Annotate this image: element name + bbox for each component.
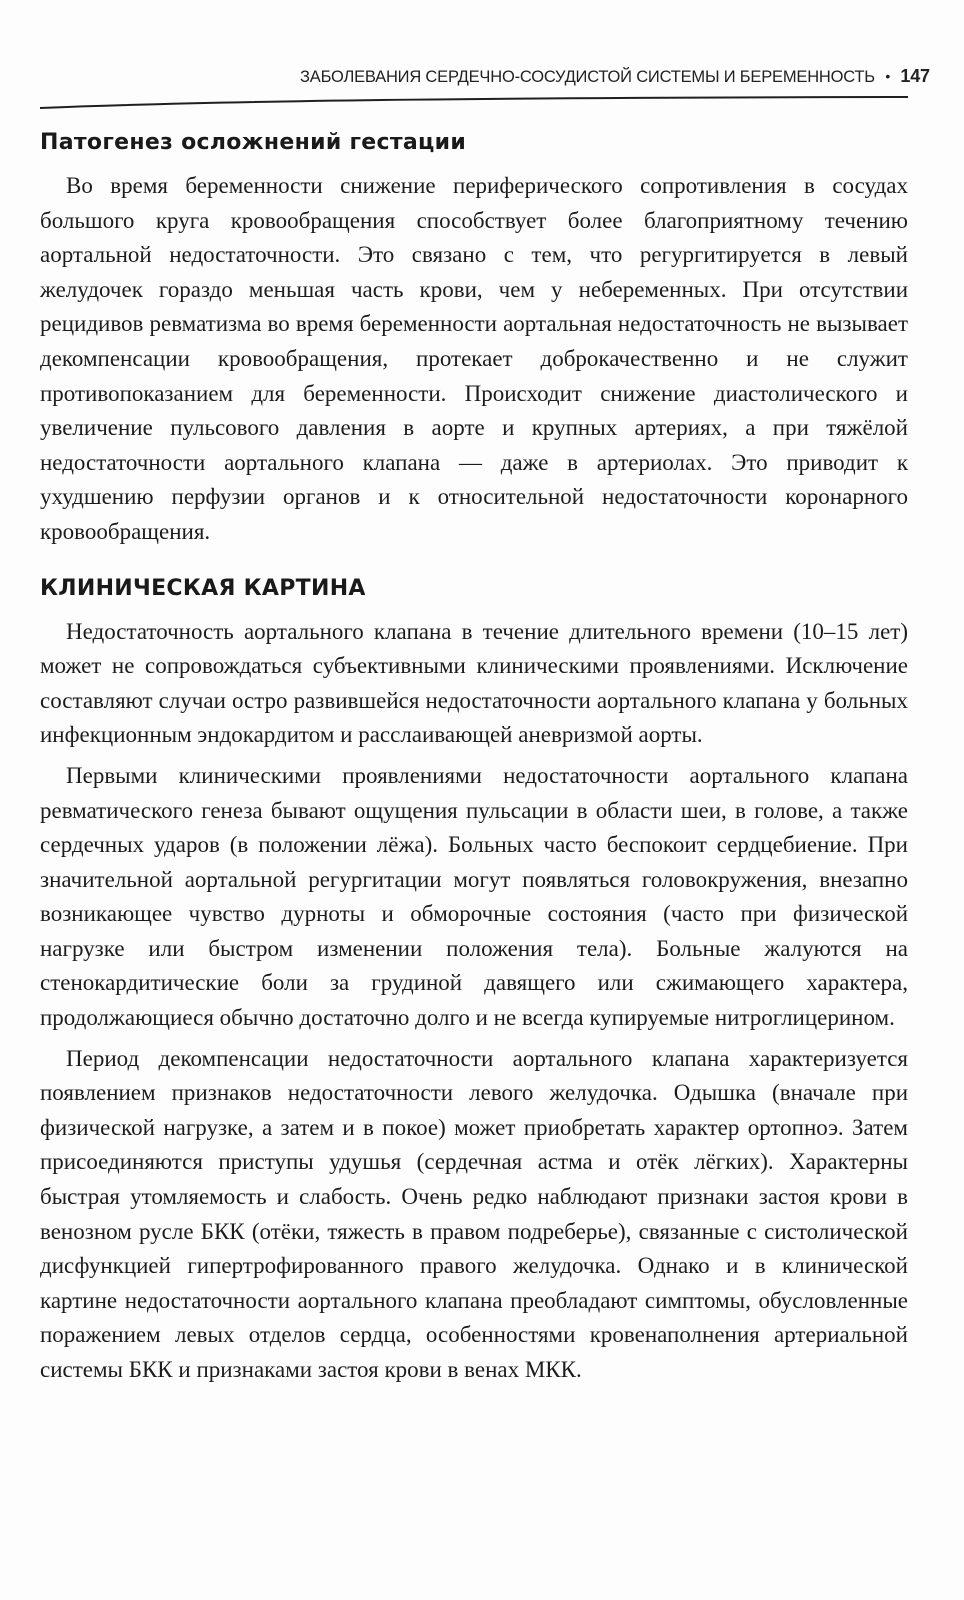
paragraph: Период декомпенсации недостаточности аортального клапана характеризуется появлением признаков недостаточности левого желудочка. Одышка (вначале при физической нагрузке, а затем и в покое) может приобретать характер ортопноэ. Затем присоединяются приступы удушья (сердечная астма и отёк лёгких). Характерны быстрая утомляемость и слабость. Очень редко наблюдают признаки застоя крови в венозном русле БКК (отёки, тяжесть в правом подреберье), связанные с систолической дисфункцией гипертрофированного правого желудочка. Однако и в клинической картине недостаточности аортального клапана преобладают симптомы, обусловленные поражением левых отделов сердца, особенностями кровенаполнения артериальной системы БКК и признаками застоя крови в венах МКК.	[40, 1045, 908, 1382]
bullet-separator: •	[885, 68, 891, 84]
section-heading-pathogenesis: Патогенез осложнений гестации	[40, 130, 467, 155]
section-heading-clinical-picture: КЛИНИЧЕСКАЯ КАРТИНА	[40, 575, 366, 601]
page-number: 147	[900, 66, 930, 86]
header-rule	[40, 96, 908, 110]
running-head	[300, 66, 930, 87]
running-title: ЗАБОЛЕВАНИЯ СЕРДЕЧНО-СОСУДИСТОЙ СИСТЕМЫ И БЕРЕМЕННОСТЬ	[300, 68, 875, 86]
page-content	[40, 118, 908, 1394]
paragraph: Во время беременности снижение периферического сопротивления в сосудах большого круга кровообращения способствует более благоприятному течению аортальной недостаточности. Это связано с тем, что регургитируется в левый желудочек гораздо меньшая часть крови, чем у небеременных. При отсутствии рецидивов ревматизма во время беременности аортальная недостаточность не вызывает декомпенсации кровообращения, протекает доброкачественно и не служит противопоказанием для беременности. Происходит снижение диастолического и увеличение пульсового давления в аорте и крупных артериях, а при тяжёлой недостаточности аортального клапана — даже в артериолах. Это приводит к ухудшению перфузии органов и к относительной недостаточности коронарного кровообращения.	[40, 173, 908, 544]
paragraph: Недостаточность аортального клапана в течение длительного времени (10–15 лет) может не сопровождаться субъективными клиническими проявлениями. Исключение составляют случаи остро развившейся недостаточности аортального клапана у больных инфекционным эндокардитом и расслаивающей аневризмой аорты.	[40, 618, 908, 748]
paragraph: Первыми клиническими проявлениями недостаточности аортального клапана ревматического генеза бывают ощущения пульсации в области шеи, в голове, а также сердечных ударов (в положении лёжа). Больных часто беспокоит сердцебиение. При значительной аортальной регургитации могут появляться головокружения, внезапно возникающее чувство дурноты и обморочные состояния (часто при физической нагрузке или быстром изменении положения тела). Больные жалуются на стенокардитические боли за грудиной давящего или сжимающего характера, продолжающиеся обычно достаточно долго и не всегда купируемые нитроглицерином.	[40, 762, 908, 1031]
